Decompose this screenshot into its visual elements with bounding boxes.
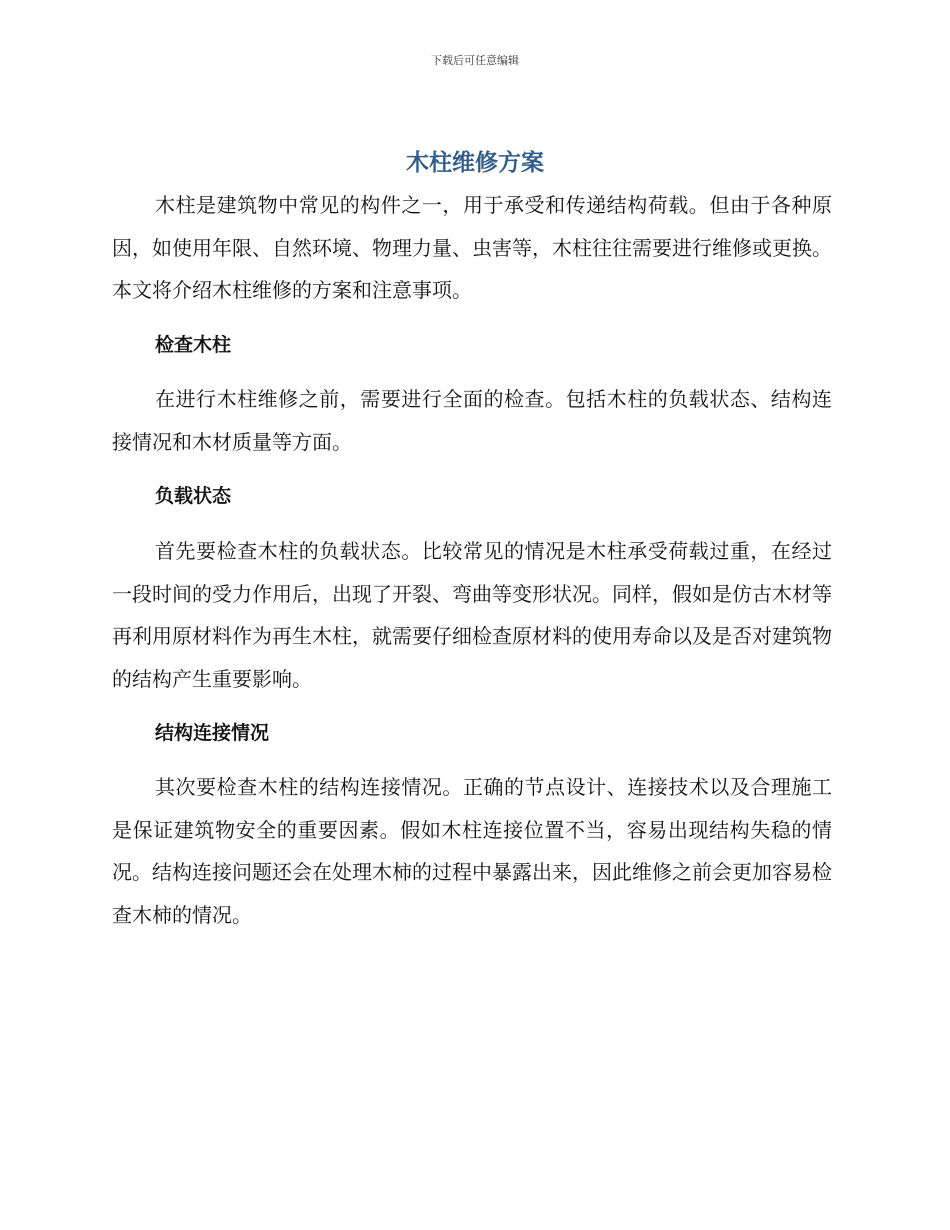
section-paragraph-load-state: 首先要检查木柱的负载状态。比较常见的情况是木柱承受荷载过重，在经过一段时间的受力作用后，出现了开裂、弯曲等变形状况。同样，假如是仿古木材等再利用原材料作为再生木柱，就需要仔细检查原材料的使用寿命以及是否对建筑物的结构产生重要影响。 [112, 539, 832, 691]
page-header: 下载后可任意编辑 [431, 54, 519, 67]
section-heading-load-state: 负载状态 [155, 485, 232, 507]
section-paragraph-inspect-column: 在进行木柱维修之前，需要进行全面的检查。包括木柱的负载状态、结构连接情况和木材质量等方面。 [112, 387, 832, 454]
section-heading-inspect-column: 检查木柱 [155, 334, 232, 356]
intro-paragraph: 木柱是建筑物中常见的构件之一，用于承受和传递结构荷载。但由于各种原因，如使用年限、自然环境、物理力量、虫害等，木柱往往需要进行维修或更换。本文将介绍木柱维修的方案和注意事项。 [112, 193, 832, 302]
document-title: 木柱维修方案 [406, 150, 544, 176]
section-heading-structural-connection: 结构连接情况 [155, 722, 270, 744]
section-paragraph-structural-connection: 其次要检查木柱的结构连接情况。正确的节点设计、连接技术以及合理施工是保证建筑物安全的重要因素。假如木柱连接位置不当，容易出现结构失稳的情况。结构连接问题还会在处理木柿的过程中暴露出来，因此维修之前会更加容易检查木柿的情况。 [112, 775, 832, 927]
